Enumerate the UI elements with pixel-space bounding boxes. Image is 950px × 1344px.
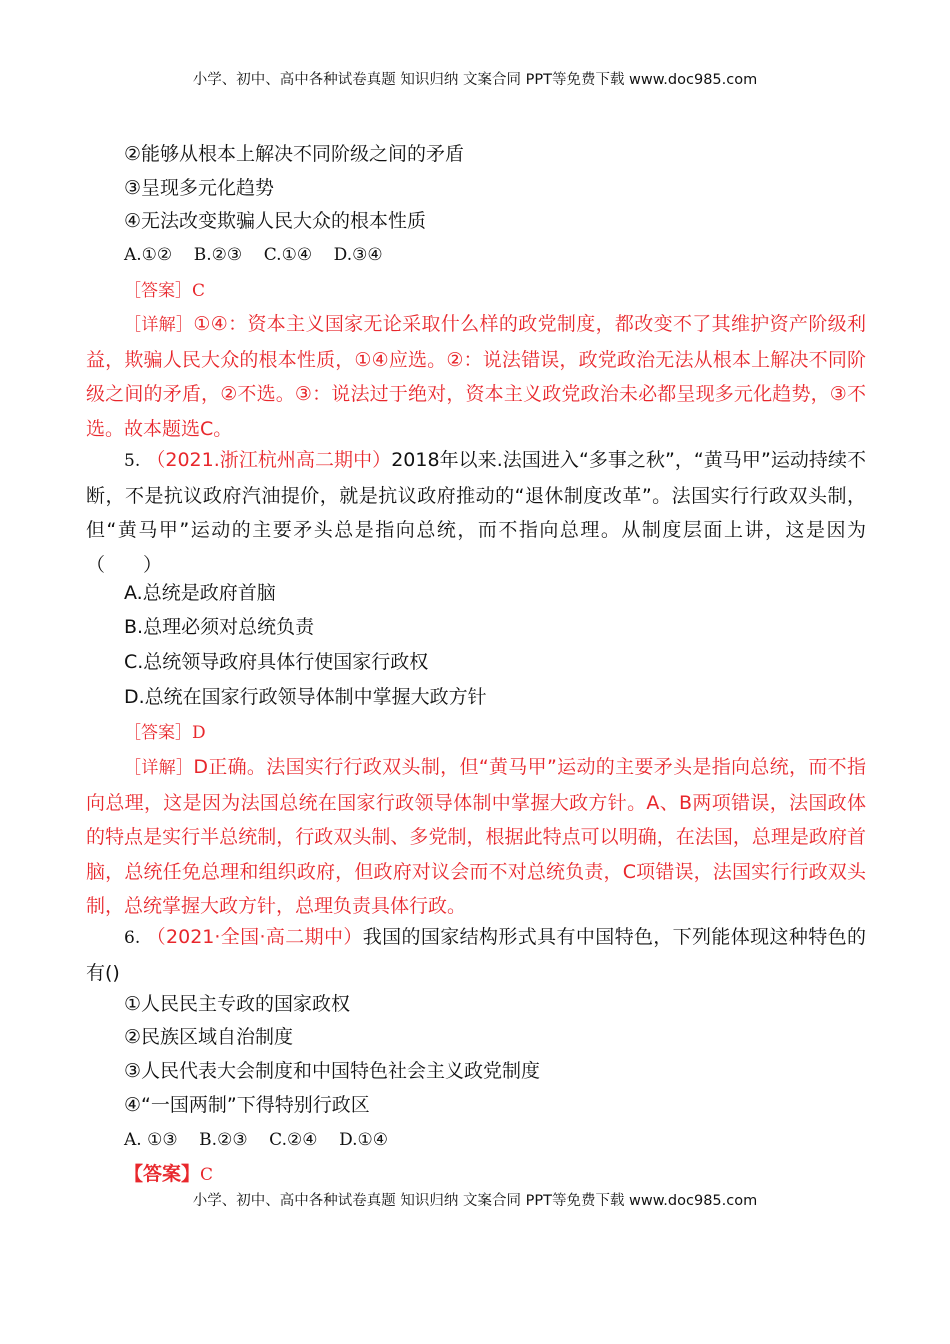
page-footer: 小学、初中、高中各种试卷真题 知识归纳 文案合同 PPT等免费下载 www.doc985.com xyxy=(192,1193,758,1209)
q6-answer-value: C xyxy=(200,1165,214,1185)
q4-answer xyxy=(124,277,205,304)
q5-explanation xyxy=(86,750,866,924)
q6-item-2: ②民族区域自治制度 xyxy=(124,1026,294,1048)
q4-answer-value: C xyxy=(192,281,206,301)
q4-explanation xyxy=(86,307,866,446)
q6-answer xyxy=(124,1161,213,1188)
q5-stem xyxy=(86,443,866,582)
q4-item-2: ②能够从根本上解决不同阶级之间的矛盾 xyxy=(124,143,465,165)
q4-explain-text: ①④：资本主义国家无论采取什么样的政党制度，都改变不了其维护资产阶级利益，欺骗人民大众的根本性质，①④应选。②：说法错误，政党政治无法从根本上解决不同阶级之间的矛盾，②不选。③：说法过于绝对，资本主义政党政治未必都呈现多元化趋势，③不选。故本题选C。 xyxy=(86,313,867,440)
q5-explain-label: ［详解］ xyxy=(124,758,194,778)
q6-source: （2021·全国·高二期中） xyxy=(146,926,363,948)
q5-option-b: B.总理必须对总统负责 xyxy=(124,616,315,638)
q6-options: A. ①③ B.②③ C.②④ D.①④ xyxy=(124,1130,388,1150)
q5-stem-text: 2018年以来.法国进入“多事之秋”，“黄马甲”运动持续不断，不是抗议政府汽油提价，就是抗议政府推动的“退休制度改革”。法国实行行政双头制，但“黄马甲”运动的主要矛头总是指向总统，而不指向总理。从制度层面上讲，这是因为（ ） xyxy=(86,449,866,576)
q4-answer-label: ［答案］ xyxy=(124,281,192,301)
q6-stem-text: 我国的国家结构形式具有中国特色，下列能体现这种特色的有() xyxy=(86,926,866,984)
q6-item-4: ④“一国两制”下得特别行政区 xyxy=(124,1094,370,1116)
q6-item-1: ①人民民主专政的国家政权 xyxy=(124,993,351,1015)
q6-number: 6. xyxy=(124,928,141,948)
q4-options: A.①② B.②③ C.①④ D.③④ xyxy=(124,245,383,265)
q4-explain-label: ［详解］ xyxy=(124,315,194,335)
q5-answer xyxy=(124,719,206,746)
q6-stem xyxy=(86,920,866,990)
q5-number: 5. xyxy=(124,451,141,471)
q5-source: （2021.浙江杭州高二期中） xyxy=(146,449,392,471)
q4-item-3: ③呈现多元化趋势 xyxy=(124,177,275,199)
q5-answer-value: D xyxy=(192,723,206,743)
q5-option-d: D.总统在国家行政领导体制中掌握大政方针 xyxy=(124,686,487,708)
q5-option-c: C.总统领导政府具体行使国家行政权 xyxy=(124,651,429,673)
q6-item-3: ③人民代表大会制度和中国特色社会主义政党制度 xyxy=(124,1060,541,1082)
q6-answer-label: 【答案】 xyxy=(124,1163,201,1185)
q5-option-a: A.总统是政府首脑 xyxy=(124,582,276,604)
page-header: 小学、初中、高中各种试卷真题 知识归纳 文案合同 PPT等免费下载 www.doc985.com xyxy=(192,72,758,88)
q5-explain-text: D正确。法国实行行政双头制，但“黄马甲”运动的主要矛头是指向总统，而不指向总理，这是因为法国总统在国家行政领导体制中掌握大政方针。A、B两项错误，法国政体的特点是实行半总统制，行政双头制、多党制，根据此特点可以明确，在法国，总理是政府首脑，总统任免总理和组织政府，但政府对议会而不对总统负责，C项错误，法国实行行政双头制，总统掌握大政方针，总理负责具体行政。 xyxy=(86,756,867,917)
q4-item-4: ④无法改变欺骗人民大众的根本性质 xyxy=(124,210,427,232)
q5-answer-label: ［答案］ xyxy=(124,723,192,743)
